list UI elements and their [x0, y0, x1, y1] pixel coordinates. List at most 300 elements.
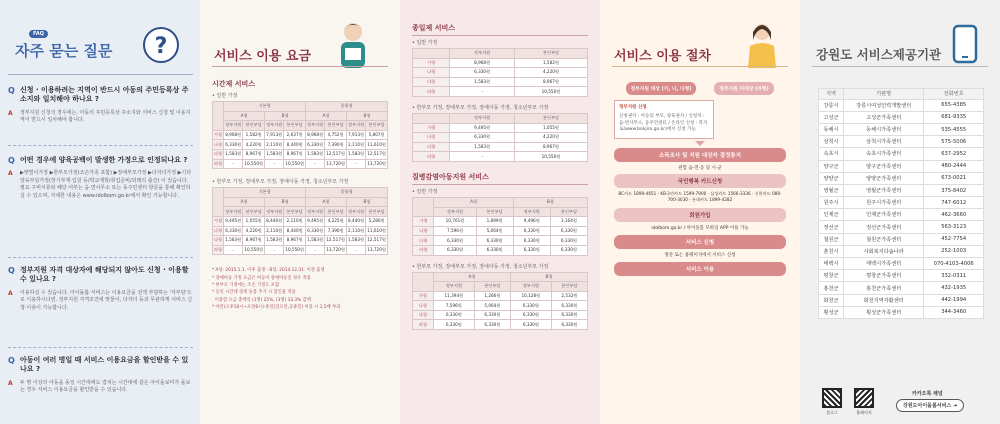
table-cell: 평창군가족센터	[843, 270, 923, 282]
a-mark-icon: A	[8, 109, 13, 117]
inf-general-label: • 일반 가정	[412, 188, 438, 195]
table-cell: 10,128원	[510, 291, 551, 301]
table-cell: 강릉시	[819, 99, 844, 111]
table-cell: 다형	[213, 236, 224, 246]
arrow-right-icon: ➜	[953, 403, 958, 409]
procedure-flow	[614, 82, 786, 276]
table-cell: 다형	[213, 149, 224, 159]
table-cell: 12,517원	[366, 236, 388, 246]
table-cell: 11,394원	[433, 291, 474, 301]
table-cell: 6,330원	[450, 68, 515, 78]
table-cell: 가형	[413, 123, 450, 133]
faq-question: 아동이 여러 명일 때 서비스 이용요금을 할인받을 수 있나요 ?	[20, 356, 189, 374]
table-cell: 442-1994	[924, 294, 984, 306]
table-cell: 1,583원	[346, 149, 365, 159]
table-cell: 6,330원	[474, 310, 510, 320]
infection-fee-table: A형 B형 정부지원 본인부담 정부지원 본인부담 가형 10,761원 1,899원 9,496원 3,164원 나형 7,596원 5,064원 6,330원 6,330원 다형 6,330원 6,330원 6,330원 6,330원 라형 6,330원 6,330원 6,330원 6,330원	[412, 197, 588, 256]
procedure-panel	[600, 0, 800, 424]
table-cell: 라형	[213, 245, 224, 255]
table-cell: 삼척시가족센터	[843, 136, 923, 148]
table-row	[819, 233, 984, 245]
table-cell: 1,583원	[265, 149, 284, 159]
table-cell: 6,330원	[550, 236, 587, 246]
table-cell: 8,967원	[284, 149, 306, 159]
table-cell: 13,720원	[325, 245, 347, 255]
table-cell: 1,582원	[514, 58, 587, 68]
table-cell: 나형	[413, 226, 434, 236]
table-cell: 375-8402	[924, 184, 984, 196]
table-cell: 가형	[213, 130, 224, 140]
table-cell: 홍천군	[819, 282, 844, 294]
q-mark-icon: Q	[8, 356, 15, 365]
table-cell: 13,720원	[325, 159, 347, 169]
table-cell: 8,967원	[243, 149, 265, 159]
table-cell: 4,220원	[243, 226, 265, 236]
svg-text:?: ?	[154, 34, 168, 59]
table-cell: 7,390원	[325, 226, 347, 236]
table-cell: 563-3123	[924, 221, 984, 233]
table-row	[413, 77, 588, 87]
table-cell: 철원군	[819, 233, 844, 245]
faq-badge: FAQ	[29, 30, 48, 38]
table-cell: 637-2952	[924, 148, 984, 160]
table-cell: 8,440원	[346, 216, 365, 226]
table-cell: 535-4555	[924, 123, 984, 135]
table-cell: 9,495원	[306, 216, 325, 226]
table-cell: 1,583원	[265, 236, 284, 246]
table-row	[213, 226, 388, 236]
step-income-check: 소득조사 및 지원 대상자 결정통지	[614, 148, 786, 162]
table-row	[819, 172, 984, 184]
faq-question: 어떤 경우에 양육공백이 발생한 가정으로 인정되나요 ?	[20, 156, 188, 164]
table-cell: 9,495원	[224, 216, 243, 226]
table-cell: 8,967원	[284, 236, 306, 246]
table-cell: 1,583원	[224, 236, 243, 246]
fee-section-title: 시간제 서비스	[212, 80, 256, 88]
table-row	[413, 310, 588, 320]
table-cell: 6,330원	[550, 226, 587, 236]
table-row	[819, 184, 984, 196]
q-mark-icon: Q	[8, 266, 15, 275]
table-cell: 강릉시여성인력개발센터	[843, 99, 923, 111]
table-cell: 9,496원	[513, 217, 550, 227]
table-cell: 화천군	[819, 294, 844, 306]
table-cell: 1,583원	[306, 149, 325, 159]
table-cell: 양양군	[819, 172, 844, 184]
table-cell: 정선군	[819, 221, 844, 233]
table-cell: 평창군	[819, 270, 844, 282]
table-cell: 12,517원	[366, 149, 388, 159]
table-cell: 7,390원	[325, 140, 347, 150]
table-cell: 라형	[413, 87, 450, 97]
kakao-channel-button[interactable]: 강원도아이돌봄서비스 ➜	[896, 399, 964, 412]
table-cell: 원주시	[819, 197, 844, 209]
table-cell: 6,330원	[513, 226, 550, 236]
step-card: 국민행복 카드신청	[614, 174, 786, 188]
table-cell: 5,280원	[366, 216, 388, 226]
table-row	[413, 301, 588, 311]
table-cell: 나형	[413, 68, 450, 78]
table-cell: 4,220원	[243, 140, 265, 150]
table-cell: 춘천시	[819, 245, 844, 257]
table-cell: 8,440원	[284, 140, 306, 150]
day-single-label: • 한부모 가정, 장애부모 가정, 장애아동 가정, 청소년부모 가정	[412, 104, 549, 111]
table-cell: 4,220원	[514, 133, 587, 143]
table-row	[213, 245, 388, 255]
table-cell: 8,440원	[265, 216, 284, 226]
day-service-title: 종일제 서비스	[412, 23, 588, 36]
table-cell: 고성군가족센터	[843, 111, 923, 123]
table-cell: 7,596원	[433, 301, 474, 311]
table-cell: 9,495원	[450, 123, 515, 133]
faq-item	[8, 86, 193, 125]
qr-blog-label: 블로그	[826, 410, 838, 415]
table-cell: 6,330원	[433, 310, 474, 320]
table-cell: 4,220원	[514, 68, 587, 78]
fee-panel-2	[400, 0, 600, 424]
table-cell: 영월군가족센터	[843, 184, 923, 196]
table-cell: 양양군가족센터	[843, 172, 923, 184]
table-cell: 6,330원	[476, 245, 513, 255]
table-cell: 가형	[413, 291, 434, 301]
table-row	[213, 149, 388, 159]
table-cell: 673-0021	[924, 172, 984, 184]
table-cell: 횡성군	[819, 306, 844, 318]
table-cell: 화천지역자활센터	[843, 294, 923, 306]
table-cell: 가형	[213, 216, 224, 226]
table-cell: 라형	[413, 152, 450, 162]
table-cell: 5,064원	[474, 301, 510, 311]
table-cell: 2,110원	[284, 216, 306, 226]
table-cell: 655-4385	[924, 99, 984, 111]
table-cell: 6,330원	[224, 140, 243, 150]
table-row	[413, 320, 588, 330]
table-row	[819, 221, 984, 233]
provider-table: 지역 기관명 전화번호 강릉시 강릉시여성인력개발센터 655-4385 고성군 고성군가족센터 681-9335 동해시 동해시가족센터 535-4555 삼척시 삼척시가족센터 575-5006 속초시 속초시가족센터 637-2952 양구군 양구군가족센터 480-2444 양양군 양양군가족센터 673-0021 영월군 영월군가족센터 375-8402 원주시 원주시가족센터 747-6012 인제군 인제군가족센터 462-3660 정선군 정선군가족센터 563-3123 철원군 철원군가족센터 452-7754 춘천시 사회복지다솜나라 252-1003 태백시 태백시가족센터 070-4103-4006 평창군 평창군가족센터 332-0311 홍천군 홍천군가족센터 432-1935 화천군 화천지역자활센터 442-1994 횡성군 횡성군가족센터 344-3460	[818, 88, 984, 319]
table-row	[413, 87, 588, 97]
service-apply-note: 방문 또는 홈페이지에서 서비스 신청	[664, 252, 736, 258]
a-mark-icon: A	[8, 170, 13, 178]
table-cell: 다형	[413, 77, 450, 87]
table-cell: 양구군	[819, 160, 844, 172]
table-cell: 라형	[413, 245, 434, 255]
table-cell: 속초시	[819, 148, 844, 160]
table-row	[819, 197, 984, 209]
table-cell: -	[224, 159, 243, 169]
table-cell: 1,583원	[346, 236, 365, 246]
table-cell: 가형	[413, 217, 434, 227]
table-row	[413, 226, 588, 236]
table-cell: 2,110원	[265, 226, 284, 236]
table-cell: 인제군	[819, 209, 844, 221]
qr-homepage[interactable]	[854, 388, 874, 408]
table-cell: 1,583원	[450, 77, 515, 87]
kakao-label: 카카오톡 채널	[912, 391, 943, 397]
table-cell: 양구군가족센터	[843, 160, 923, 172]
faq-answer: 두 명 이상의 아동을 동일 시간대에도 겹치는 시간대에 같은 아이돌보미가 돌보는 경우 서비스 이용요금을 할인받을 수 있습니다.	[20, 379, 191, 394]
fee-notes: * A형: 2015.1.1. 이후 출생 · B형: 2014.12.31. 이전 출생 * 장애아동 가정 요금은 아동이 장애아동일 경우 적용 * 한부모 가정에는 조손 가정도 포함 * 동일 시간대 형제 돌봄 추가 시 할인율 적용 이용할 요금 총액의 (1명) 25%, (3명) 33.3% 감액 * 야간(오후10시~오전6시)·휴일(일요일,공휴일) 이용 시 1.5배 부과	[212, 268, 341, 310]
table-cell: 575-5006	[924, 136, 984, 148]
step-signup: 회원가입	[614, 208, 786, 222]
table-cell: -	[346, 245, 365, 255]
table-cell: 1,055원	[514, 123, 587, 133]
inf-single-label: • 한부모 가정, 장애부모 가정, 장애아동 가정, 청소년부모 가정	[412, 263, 549, 270]
hourly-fee-table-single: 기본형 종합형 A형 B형 A형 B형 정부지원 본인부담 정부지원 본인부담 정부지원 본인부담 정부지원 본인부담 가형 9,495원 1,055원 8,440원 2,110원 9,495원 4,225원 8,440원 5,280원 나형 6,330원 4,220원 2,110원 8,440원 6,330원 7,390원 2,110원 11,610원 다형 1,583원 8,967원 1,583원 8,967원 1,583원 12,517원 1,583원 12,517원 라형 - 10,550원 - 10,550원 - 13,720원 - 13,720원	[212, 187, 388, 255]
table-cell: 동해시가족센터	[843, 123, 923, 135]
down-arrow-icon	[695, 141, 705, 146]
faq-answer: 정부지원 신청의 경우에는, 아동의 주민등록상 주소지와 서비스 신청 및 이용지역이 반드시 일치해야 합니다.	[20, 109, 191, 124]
table-cell: 2,532원	[551, 291, 587, 301]
table-row	[213, 130, 388, 140]
table-cell: 원주시가족센터	[843, 197, 923, 209]
table-cell: 6,330원	[513, 245, 550, 255]
question-icon	[142, 26, 180, 64]
table-row	[413, 217, 588, 227]
table-cell: 13,720원	[366, 159, 388, 169]
table-cell: 070-4103-4006	[924, 258, 984, 270]
table-cell: 12,517원	[325, 236, 347, 246]
table-cell: 6,330원	[510, 301, 551, 311]
table-cell: -	[450, 152, 515, 162]
table-cell: 사회복지다솜나라	[843, 245, 923, 257]
table-cell: -	[265, 245, 284, 255]
table-cell: 8,440원	[284, 226, 306, 236]
teacher-illustration	[740, 20, 785, 70]
a-mark-icon: A	[8, 289, 13, 297]
table-row	[819, 282, 984, 294]
table-cell: 1,583원	[306, 236, 325, 246]
table-cell: 삼척시	[819, 136, 844, 148]
table-cell: 6,330원	[450, 133, 515, 143]
table-cell: 1,055원	[243, 216, 265, 226]
single-household-label: • 한부모 가정, 장애부모 가정, 장애아동 가정, 청소년부모 가정	[212, 179, 349, 186]
table-row	[413, 68, 588, 78]
table-row	[819, 294, 984, 306]
table-cell: 1,583원	[450, 142, 515, 152]
phone-icon	[952, 24, 978, 64]
qr-homepage-label: 홈페이지	[856, 410, 872, 415]
day-fee-table: 정부지원 본인부담 가형 8,968원 1,582원 나형 6,330원 4,220원 다형 1,583원 8,967원 라형 - 10,550원	[412, 48, 588, 97]
table-row	[819, 136, 984, 148]
table-row	[819, 123, 984, 135]
table-row	[413, 245, 588, 255]
table-cell: 452-7754	[924, 233, 984, 245]
table-cell: 5,064원	[476, 226, 513, 236]
table-cell: 6,330원	[513, 236, 550, 246]
faq-item	[8, 266, 193, 312]
table-cell: 11,610원	[366, 140, 388, 150]
table-cell: 10,550원	[514, 87, 587, 97]
table-cell: 6,330원	[224, 226, 243, 236]
table-cell: -	[265, 159, 284, 169]
qr-blog[interactable]	[822, 388, 842, 408]
table-cell: 10,550원	[243, 245, 265, 255]
fee-panel	[200, 0, 400, 424]
person-illustration	[328, 18, 378, 73]
table-row	[819, 209, 984, 221]
infection-service-title: 질병감염아동지원 서비스	[412, 172, 588, 185]
table-cell: 6,330원	[550, 245, 587, 255]
table-cell: 8,968원	[224, 130, 243, 140]
table-cell: 2,110원	[265, 140, 284, 150]
table-cell: 10,550원	[284, 245, 306, 255]
table-row	[413, 123, 588, 133]
infection-fee-table-single: A형 B형 정부지원 본인부담 정부지원 본인부담 가형 11,394원 1,266원 10,128원 2,532원 나형 7,596원 5,064원 6,330원 6,330원 다형 6,330원 6,330원 6,330원 6,330원 라형 6,330원 6,330원 6,330원 6,330원	[412, 272, 588, 331]
table-cell: 1,899원	[476, 217, 513, 227]
table-row	[413, 58, 588, 68]
table-cell: 동해시	[819, 123, 844, 135]
table-row	[213, 159, 388, 169]
table-row	[413, 291, 588, 301]
table-cell: 철원군가족센터	[843, 233, 923, 245]
table-cell: 8,968원	[306, 130, 325, 140]
table-cell: 인제군가족센터	[843, 209, 923, 221]
table-cell: 6,330원	[433, 320, 474, 330]
card-companies: BC카드 1899-4651 · KB국민카드 1599-7900 · 삼성카드 1566-3336 · 신한카드 080-700-3030 · 롯데카드 1899-4282	[618, 191, 782, 203]
table-cell: 나형	[413, 301, 434, 311]
table-cell: 6,330원	[306, 226, 325, 236]
step-service-use: 서비스 이용	[614, 262, 786, 276]
table-cell: -	[306, 159, 325, 169]
table-cell: 4,225원	[325, 216, 347, 226]
table-cell: 6,330원	[434, 245, 476, 255]
table-row	[413, 152, 588, 162]
table-cell: 344-3460	[924, 306, 984, 318]
table-cell: 11,610원	[366, 226, 388, 236]
table-row	[413, 142, 588, 152]
table-cell: 2,110원	[346, 140, 365, 150]
table-row	[819, 258, 984, 270]
table-cell: 6,330원	[510, 320, 551, 330]
table-row	[413, 236, 588, 246]
table-cell: 다형	[413, 142, 450, 152]
faq-title: 자주 묻는 질문	[15, 42, 113, 60]
step-service-apply: 서비스 신청	[614, 235, 786, 249]
table-cell: 1,582원	[243, 130, 265, 140]
table-cell: 6,330원	[474, 320, 510, 330]
table-cell: 10,550원	[514, 152, 587, 162]
general-household-label: • 일반 가정	[212, 93, 238, 99]
table-row	[413, 133, 588, 143]
table-cell: 747-6012	[924, 197, 984, 209]
table-cell: 252-1003	[924, 245, 984, 257]
contact-title: 강원도 서비스제공기관	[816, 47, 942, 62]
table-cell: 4,752원	[325, 130, 347, 140]
table-cell: 332-0311	[924, 270, 984, 282]
table-cell: 다형	[413, 310, 434, 320]
table-cell: 12,517원	[325, 149, 347, 159]
table-cell: 영월군	[819, 184, 844, 196]
table-cell: 6,330원	[551, 310, 587, 320]
gov-apply-box: 정부지원 신청 신청권자 : 아동의 부모, 양육권자 / 신청처 : 읍·면사무소, 동주민센터 / 온라인 신청 : 복지로(www.bokjiro.go.kr)에서 신청 가능	[614, 100, 714, 139]
table-row	[819, 270, 984, 282]
table-row	[819, 306, 984, 318]
faq-question: 신청 · 이용하려는 지역이 반드시 아동의 주민등록상 주소지와 일치해야 하나요 ?	[20, 86, 189, 104]
table-cell: 속초시가족센터	[843, 148, 923, 160]
a-mark-icon: A	[8, 379, 13, 387]
faq-panel	[0, 0, 200, 424]
table-cell: 7,596원	[434, 226, 476, 236]
table-cell: 13,720원	[366, 245, 388, 255]
day-general-label: • 일반 가정	[412, 40, 438, 46]
procedure-title: 서비스 이용 절차	[614, 49, 711, 64]
table-cell: 1,266원	[474, 291, 510, 301]
table-cell: 고성군	[819, 111, 844, 123]
table-cell: 8,968원	[450, 58, 515, 68]
table-cell: 다형	[413, 236, 434, 246]
table-cell: 432-1935	[924, 282, 984, 294]
faq-item	[8, 356, 193, 395]
table-cell: 6,330원	[510, 310, 551, 320]
table-row	[213, 236, 388, 246]
table-cell: 6,330원	[551, 301, 587, 311]
table-cell: 나형	[413, 133, 450, 143]
table-cell: 라형	[413, 320, 434, 330]
table-cell: 10,550원	[243, 159, 265, 169]
table-row	[819, 245, 984, 257]
faq-question: 정부지원 자격 대상자에 해당되지 않아도 신청 · 이용할 수 있나요 ?	[20, 266, 189, 284]
table-cell: 2,637원	[284, 130, 306, 140]
fee-title: 서비스 이용 요금	[214, 49, 311, 64]
table-cell: 6,330원	[551, 320, 587, 330]
table-cell: 나형	[213, 226, 224, 236]
table-cell: 3,164원	[550, 217, 587, 227]
table-cell: -	[224, 245, 243, 255]
hourly-fee-table: 기본형 종합형 A형 B형 A형 B형 정부지원 본인부담 정부지원 본인부담 정부지원 본인부담 정부지원 본인부담 가형 8,968원 1,582원 7,913원 2,637원 8,968원 4,752원 7,913원 5,807원 나형 6,330원 4,220원 2,110원 8,440원 6,330원 7,390원 2,110원 11,610원 다형 1,583원 8,967원 1,583원 8,967원 1,583원 12,517원 1,583원 12,517원 라형 - 10,550원 - 10,550원 - 13,720원 - 13,720원	[212, 101, 388, 169]
non-gov-target-box: 정부지원 미대상 (라형)	[714, 82, 774, 95]
table-cell: 6,330원	[306, 140, 325, 150]
table-cell: 8,967원	[514, 142, 587, 152]
table-cell: -	[346, 159, 365, 169]
contact-panel	[800, 0, 1000, 424]
table-row	[819, 160, 984, 172]
q-mark-icon: Q	[8, 86, 15, 95]
table-row	[819, 148, 984, 160]
table-cell: 681-9335	[924, 111, 984, 123]
table-cell: 6,330원	[476, 236, 513, 246]
table-cell: 6,330원	[434, 236, 476, 246]
faq-answer: 이용하실 수 있습니다. 아이돌봄 서비스는 이용요금을 전액 부담하는 '자부담'으로 이용하시다면, 정부지원 자격조건에 맞물이, 다자녀 등과 무관하게 서비스 신청·이용이 가능합니다.	[20, 289, 193, 311]
table-cell: 정선군가족센터	[843, 221, 923, 233]
table-cell: 가형	[413, 58, 450, 68]
table-cell: 라형	[213, 159, 224, 169]
table-cell: 7,913원	[346, 130, 365, 140]
gov-target-box: 정부지원 대상 (가, 나, 다형)	[626, 82, 696, 95]
table-cell: 2,110원	[346, 226, 365, 236]
table-cell: 태백시	[819, 258, 844, 270]
table-cell: 홍천군가족센터	[843, 282, 923, 294]
table-row	[819, 111, 984, 123]
table-cell: 횡성군가족센터	[843, 306, 923, 318]
table-cell: 7,913원	[265, 130, 284, 140]
table-row	[213, 140, 388, 150]
day-fee-table-single: 정부지원 본인부담 가형 9,495원 1,055원 나형 6,330원 4,220원 다형 1,583원 8,967원 라형 - 10,550원	[412, 113, 588, 162]
table-cell: 8,967원	[514, 77, 587, 87]
faq-item	[8, 156, 193, 200]
table-cell: 나형	[213, 140, 224, 150]
table-cell: 462-3660	[924, 209, 984, 221]
table-cell: 8,967원	[243, 236, 265, 246]
table-cell: 10,550원	[284, 159, 306, 169]
table-cell: -	[306, 245, 325, 255]
table-row	[213, 216, 388, 226]
signup-note: idolbom.go.kr / 아이돌봄 모바일 APP 이용 가능	[651, 225, 749, 231]
step-income-note: 관할 읍·면·동 및 시·군	[678, 166, 722, 171]
table-cell: -	[450, 87, 515, 97]
table-cell: 1,583원	[224, 149, 243, 159]
table-cell: 480-2444	[924, 160, 984, 172]
table-cell: 10,761원	[434, 217, 476, 227]
